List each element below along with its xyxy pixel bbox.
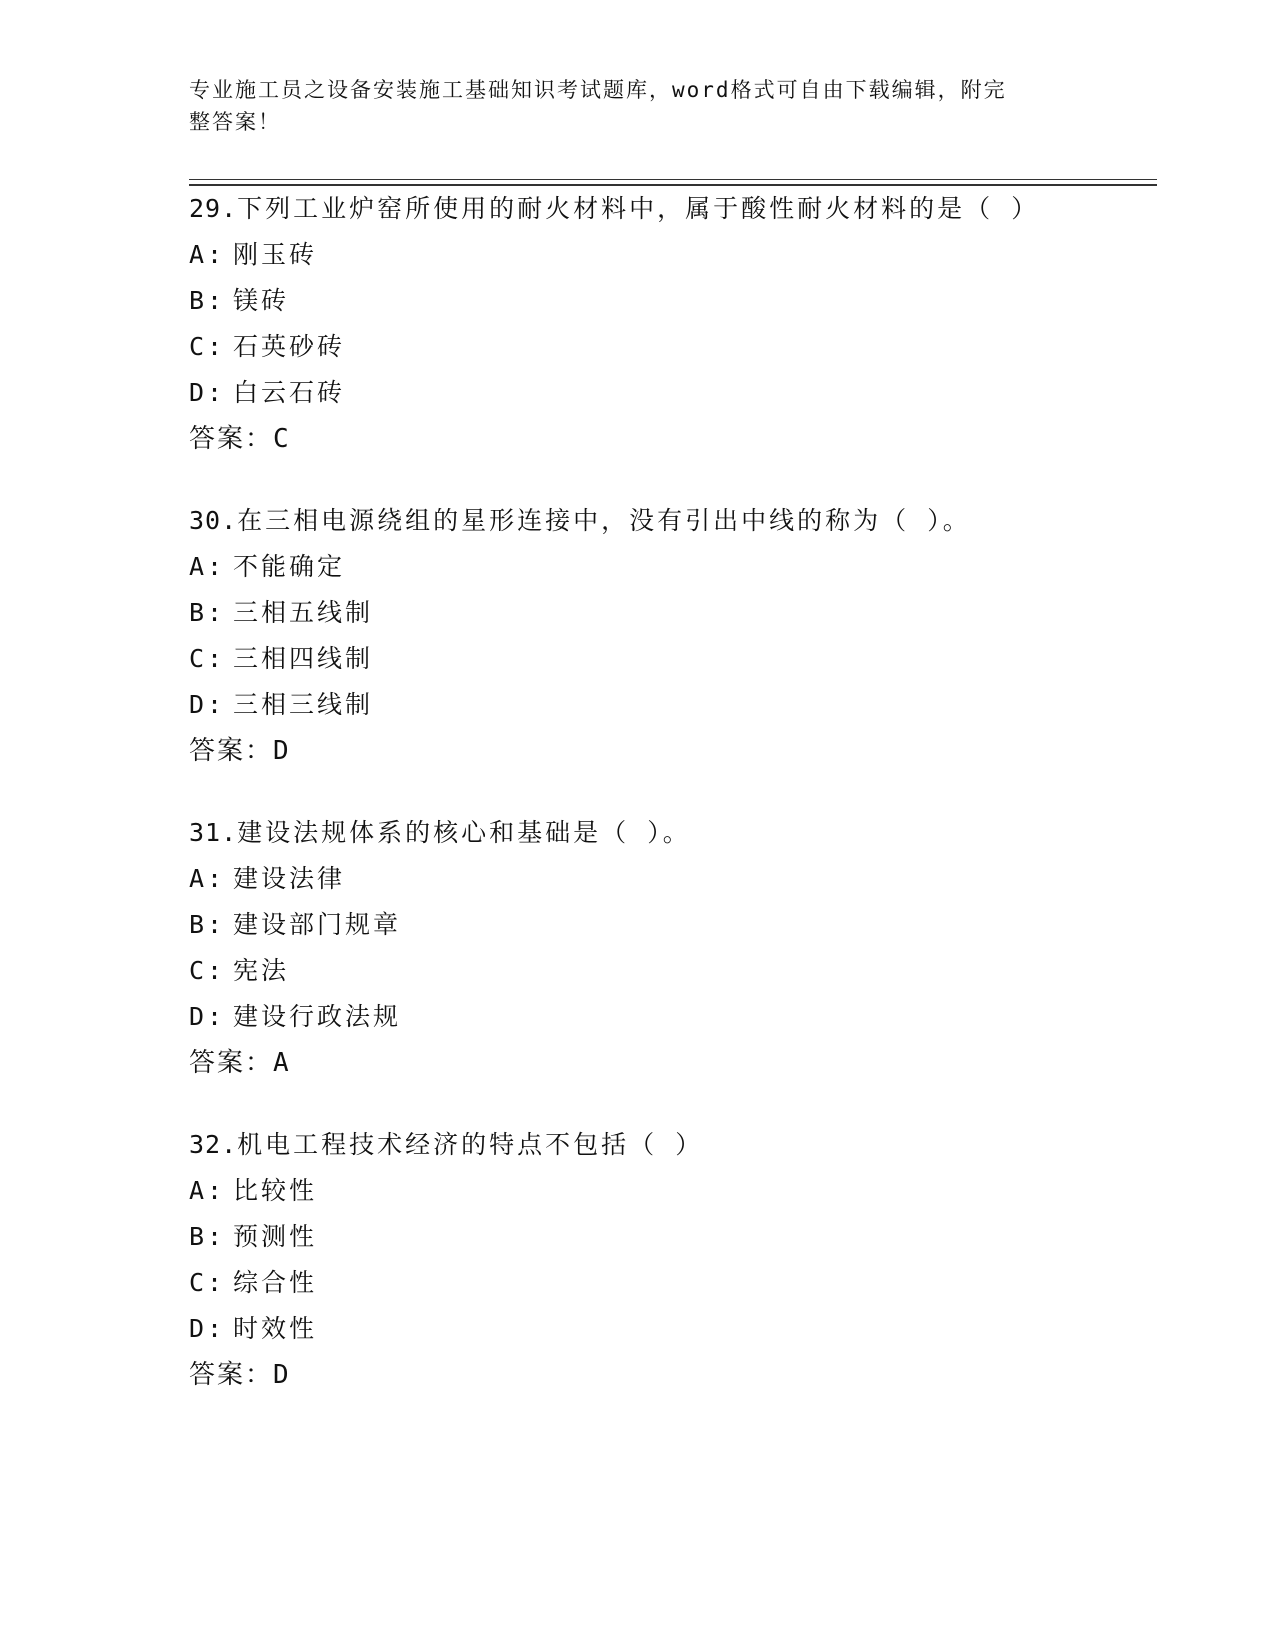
option-text: 建设部门规章 (233, 910, 402, 939)
option-d (189, 994, 1149, 1040)
option-a (189, 856, 1149, 902)
option-b (189, 590, 1149, 636)
option-b (189, 278, 1149, 324)
option-text: 白云石砖 (233, 378, 346, 407)
answer-line (189, 728, 1149, 774)
answer-value: C (273, 424, 291, 454)
answer-line (189, 416, 1149, 462)
option-a (189, 1168, 1149, 1214)
answer-label: 答案： (189, 736, 274, 766)
answer-value: D (273, 736, 291, 766)
option-c (189, 324, 1149, 370)
header-line-1: 专业施工员之设备安装施工基础知识考试题库，word格式可自由下载编辑，附完 (189, 78, 1007, 102)
option-text: 三相五线制 (233, 598, 374, 627)
header-divider-thin (189, 179, 1157, 180)
option-label: A: (189, 864, 226, 893)
option-c (189, 948, 1149, 994)
question-number: 30. (189, 506, 238, 535)
answer-label: 答案： (189, 1048, 274, 1078)
answer-label: 答案： (189, 1360, 274, 1390)
option-label: D: (189, 378, 226, 407)
option-d (189, 370, 1149, 416)
header-line-2: 整答案！ (189, 110, 281, 134)
question-text: 机电工程技术经济的特点不包括（ ） (237, 1130, 704, 1159)
question-31 (189, 810, 1149, 1086)
option-label: B: (189, 910, 226, 939)
answer-label: 答案： (189, 424, 274, 454)
question-stem (189, 186, 1149, 232)
option-c (189, 636, 1149, 682)
option-c (189, 1260, 1149, 1306)
option-text: 比较性 (233, 1176, 318, 1205)
option-label: B: (189, 286, 226, 315)
option-label: C: (189, 644, 226, 673)
option-label: A: (189, 552, 226, 581)
option-text: 不能确定 (233, 552, 346, 581)
question-number: 31. (189, 818, 238, 847)
question-stem (189, 810, 1149, 856)
option-label: D: (189, 1314, 226, 1343)
option-text: 预测性 (233, 1222, 318, 1251)
option-a (189, 232, 1149, 278)
question-text: 在三相电源绕组的星形连接中，没有引出中线的称为（ ）。 (237, 506, 971, 535)
question-text: 下列工业炉窑所使用的耐火材料中，属于酸性耐火材料的是（ ） (237, 194, 1040, 223)
option-text: 镁砖 (233, 286, 290, 315)
option-text: 石英砂砖 (233, 332, 346, 361)
question-number: 32. (189, 1130, 238, 1159)
option-label: C: (189, 1268, 226, 1297)
option-text: 三相四线制 (233, 644, 374, 673)
document-header (189, 74, 1069, 138)
option-label: A: (189, 240, 226, 269)
option-text: 宪法 (233, 956, 290, 985)
answer-line (189, 1352, 1149, 1398)
option-text: 三相三线制 (233, 690, 374, 719)
option-b (189, 1214, 1149, 1260)
question-stem (189, 1122, 1149, 1168)
option-label: A: (189, 1176, 226, 1205)
option-label: D: (189, 690, 226, 719)
option-text: 建设法律 (233, 864, 346, 893)
answer-value: A (273, 1048, 291, 1078)
option-label: B: (189, 1222, 226, 1251)
question-stem (189, 498, 1149, 544)
option-d (189, 1306, 1149, 1352)
question-text: 建设法规体系的核心和基础是（ ）。 (237, 818, 691, 847)
option-d (189, 682, 1149, 728)
option-label: C: (189, 332, 226, 361)
question-32 (189, 1122, 1149, 1398)
question-29 (189, 186, 1149, 462)
option-text: 刚玉砖 (233, 240, 318, 269)
option-label: C: (189, 956, 226, 985)
answer-value: D (273, 1360, 291, 1390)
option-text: 时效性 (233, 1314, 318, 1343)
question-30 (189, 498, 1149, 774)
question-number: 29. (189, 194, 238, 223)
option-label: B: (189, 598, 226, 627)
option-a (189, 544, 1149, 590)
option-text: 综合性 (233, 1268, 318, 1297)
option-label: D: (189, 1002, 226, 1031)
option-text: 建设行政法规 (233, 1002, 402, 1031)
answer-line (189, 1040, 1149, 1086)
option-b (189, 902, 1149, 948)
